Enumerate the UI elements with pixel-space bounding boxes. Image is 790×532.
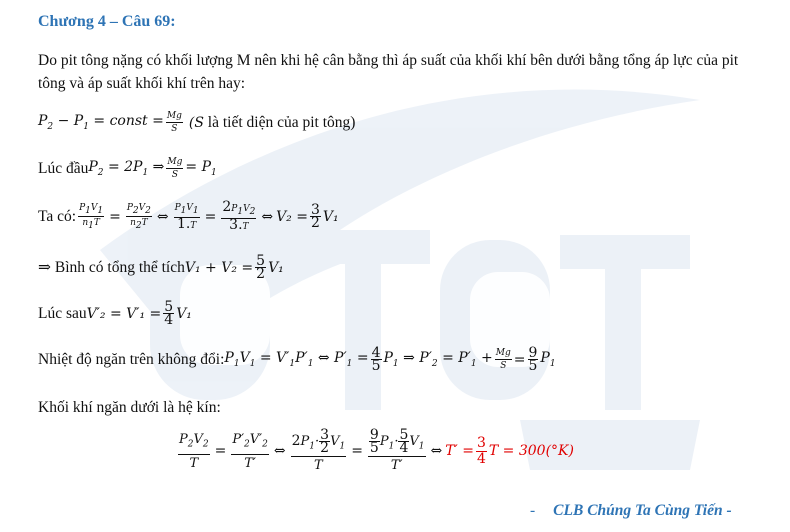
- footer-signature: - CLB Chúng Ta Cùng Tiến -: [530, 502, 732, 519]
- equation-initial-state: Lúc đầu $P_2 = 2P_1$ ⇒ $\frac{Mg}{S}$ = $P_1$: [38, 157, 217, 180]
- equation-upper-chamber: Nhiệt độ ngăn trên không đổi: $P_1V_1 = V'_1P'_1$ ⇔ $P'_1$ = $\frac{4}{5}$ $P_1$ ⇒ $P'_2 = P'_1$ + $\frac{Mg}{S}$ = $\frac{9}{5}$ $P_1$: [38, 345, 556, 374]
- equation-pressure-difference: $P_2 - P_1$ = const = $\frac{Mg}{S}$ (S là tiết diện của pit tông): [38, 111, 356, 134]
- lower-chamber-label: Khối khí ngăn dưới là hệ kín:: [38, 399, 221, 416]
- equation-total-volume: ⇒ Bình có tổng thể tích V₁ + V₂ = $\frac{5}{2}$ V₁: [38, 253, 284, 282]
- answer-value: T = 300(°K): [488, 443, 574, 460]
- answer-fraction: $\frac{3}{4}$: [476, 434, 486, 467]
- equation-final-volume: Lúc sau V′₂ = V′₁ = $\frac{5}{4}$ V₁: [38, 299, 192, 328]
- equation-final-temperature: $\frac{P_2V_2}{T}$ = $\frac{P'_2V'_2}{T'}$ ⇔ $2P_1\cdot$ $\frac{3}{2}$ $V_1$ T = $\frac{9}{5}$ $P_1\cdot$ $\frac{5}{4}$ $V_1$ T′ ⇔ T′ = $\frac{3}{4}$ T = 300(°K): [179, 427, 574, 473]
- question-title: Chương 4 – Câu 69:: [38, 13, 176, 30]
- equation-volume-ratio: Ta có: $\frac{P_1V_1}{n_1T}$ = $\frac{P_2V_2}{n_2T}$ ⇔ $\frac{P_1V_1}{1.T}$ = $\frac{2P_1V_2}{3.T}$ ⇔ V₂ = $\frac{3}{2}$ V₁: [38, 199, 339, 233]
- answer-lhs: T′ =: [445, 443, 474, 460]
- intro-paragraph: Do pit tông nặng có khối lượng M nên khi hệ cân bằng thì áp suất của khối khí bên dưới bằng tổng áp lực của pit tông và áp suất khối khí trên hay:: [38, 52, 739, 92]
- fraction-mg-over-s: $\frac{Mg}{S}$: [166, 111, 182, 134]
